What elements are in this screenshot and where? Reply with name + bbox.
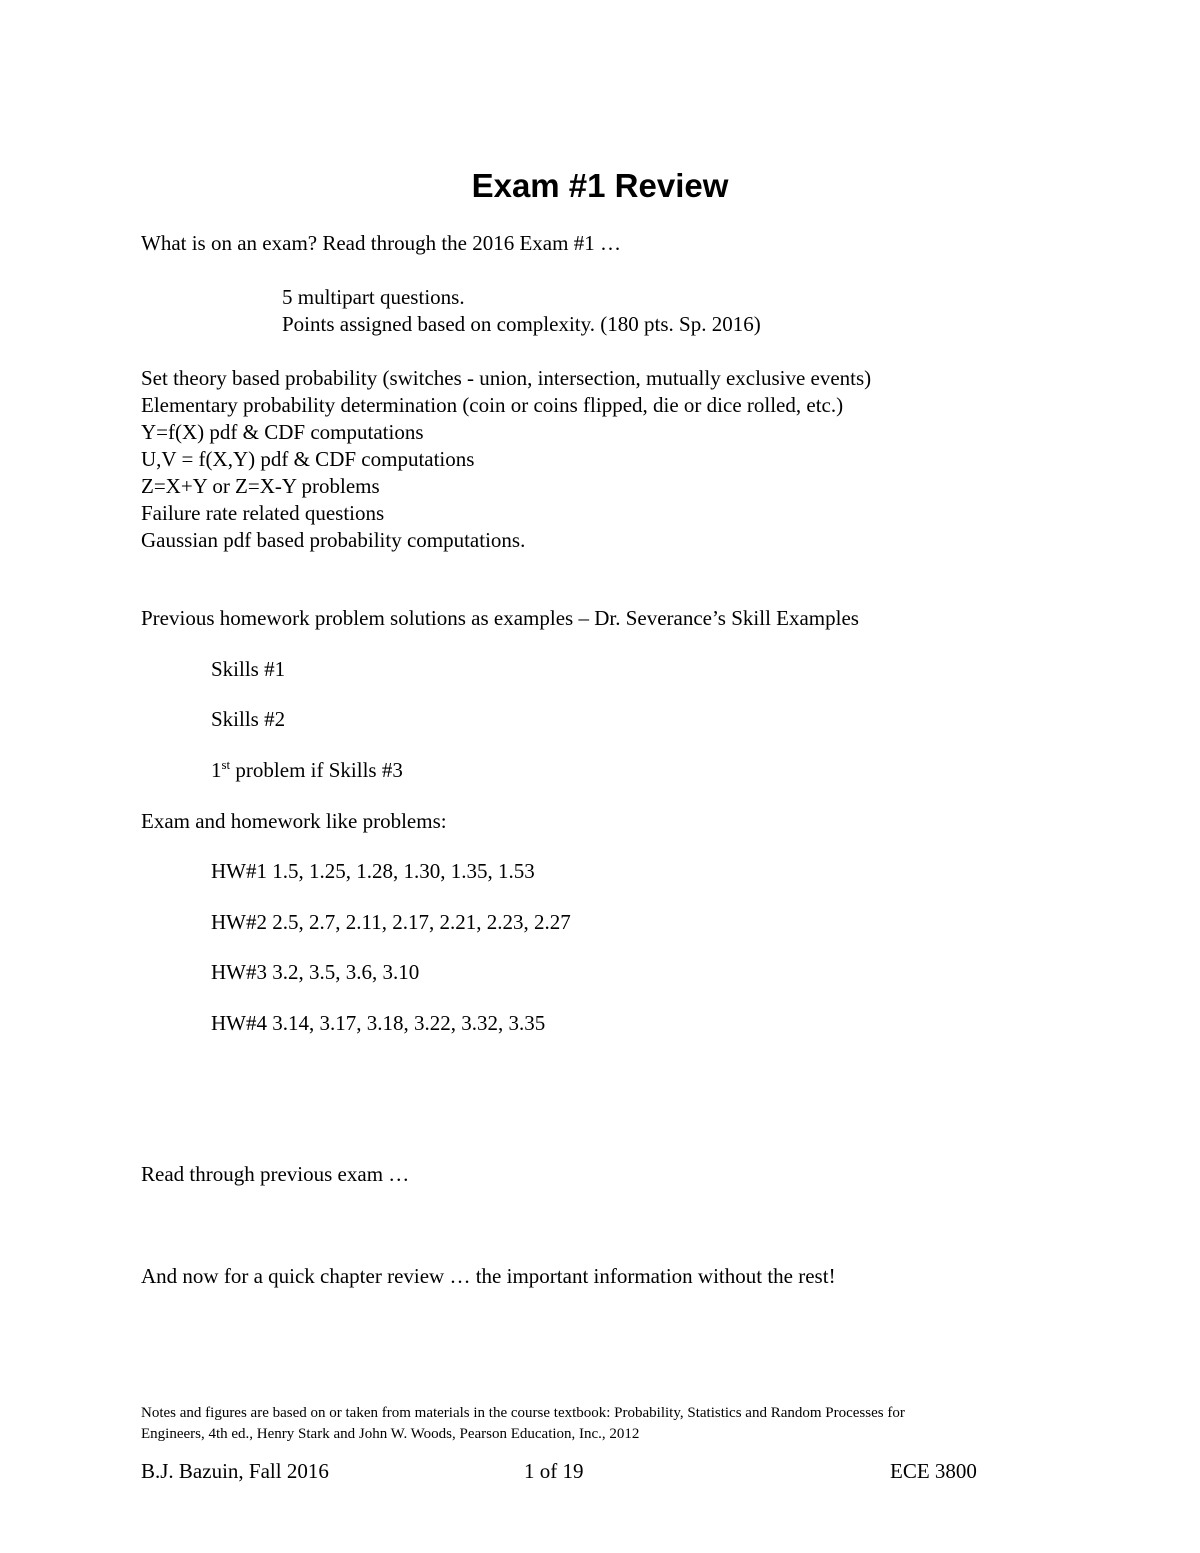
topic-item: Y=f(X) pdf & CDF computations	[141, 420, 424, 444]
intro-text: What is on an exam? Read through the 2016 Exam #1 …	[141, 231, 621, 255]
skills-item: Skills #2	[211, 707, 286, 731]
exam-info-item: 5 multipart questions.	[282, 285, 465, 309]
homework-item: HW#2 2.5, 2.7, 2.11, 2.17, 2.21, 2.23, 2.27	[211, 910, 571, 934]
exam-info-item: Points assigned based on complexity. (180 pts. Sp. 2016)	[282, 312, 761, 336]
homework-item: HW#3 3.2, 3.5, 3.6, 3.10	[211, 960, 420, 984]
topic-item: Z=X+Y or Z=X-Y problems	[141, 474, 380, 498]
previous-homework-text: Previous homework problem solutions as examples – Dr. Severance’s Skill Examples	[141, 606, 859, 630]
homework-item: HW#1 1.5, 1.25, 1.28, 1.30, 1.35, 1.53	[211, 859, 535, 883]
footer-course: ECE 3800	[890, 1459, 977, 1483]
topic-item: Elementary probability determination (coin or coins flipped, die or dice rolled, etc.)	[141, 393, 844, 417]
footer-page-number: 1 of 19	[524, 1459, 584, 1483]
footer-author: B.J. Bazuin, Fall 2016	[141, 1459, 329, 1483]
read-previous-text: Read through previous exam …	[141, 1162, 410, 1186]
skills-item: Skills #1	[211, 657, 286, 681]
skills-number: 1	[211, 758, 222, 782]
footnote-line: Engineers, 4th ed., Henry Stark and John W. Woods, Pearson Education, Inc., 2012	[141, 1426, 640, 1442]
footnote-line: Notes and figures are based on or taken from materials in the course textbook: Probability, Statistics and Random Processes for	[141, 1405, 905, 1421]
homework-item: HW#4 3.14, 3.17, 3.18, 3.22, 3.32, 3.35	[211, 1011, 546, 1035]
topic-item: Gaussian pdf based probability computations.	[141, 528, 526, 552]
topic-item: Failure rate related questions	[141, 501, 385, 525]
ordinal-suffix: st	[221, 757, 231, 772]
topic-item: Set theory based probability (switches - union, intersection, mutually exclusive events)	[141, 366, 872, 390]
skills-rest: problem if Skills #3	[230, 758, 403, 782]
page-title: Exam #1 Review	[471, 167, 729, 204]
chapter-review-text: And now for a quick chapter review … the important information without the rest!	[141, 1264, 836, 1288]
skills-item	[211, 757, 403, 783]
exam-homework-label: Exam and homework like problems:	[141, 809, 447, 833]
topic-item: U,V = f(X,Y) pdf & CDF computations	[141, 447, 475, 471]
